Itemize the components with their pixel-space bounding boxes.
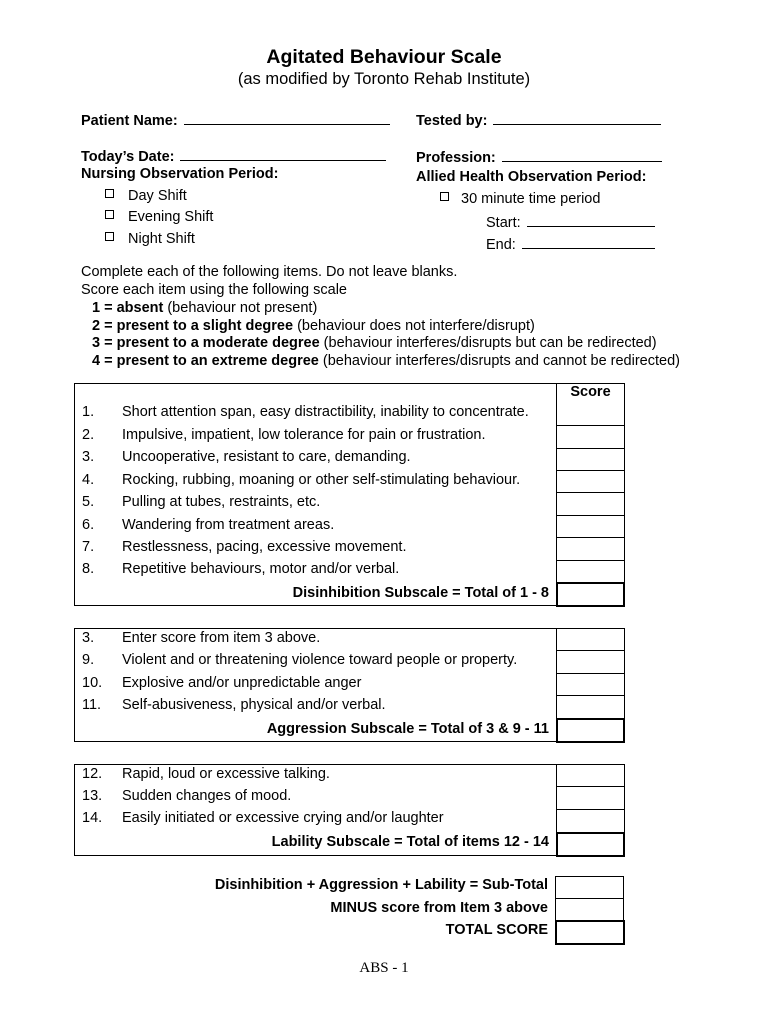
subtotal-cell[interactable]	[555, 876, 624, 899]
start-line[interactable]	[527, 212, 655, 227]
score-cell-11[interactable]	[557, 695, 624, 718]
page-footer: ABS - 1	[359, 960, 409, 976]
scale-item-3: 3 = present to a moderate degree (behaviour interferes/disrupts but can be redirected)	[92, 335, 657, 351]
instruction-line-2: Score each item using the following scale	[81, 282, 347, 298]
allied-period-heading: Allied Health Observation Period:	[416, 169, 647, 185]
total-score-label: TOTAL SCORE	[445, 922, 548, 938]
score-cell-10[interactable]	[557, 673, 624, 696]
score-cell-3-repeat[interactable]	[556, 629, 624, 650]
aggression-total-cell[interactable]	[556, 718, 625, 743]
score-cell-2[interactable]	[557, 425, 624, 448]
todays-date-label: Today’s Date:	[81, 149, 175, 165]
checkbox-icon[interactable]	[440, 192, 449, 201]
profession-line[interactable]	[502, 147, 662, 162]
end-field: End:	[486, 234, 655, 253]
nursing-period-heading: Nursing Observation Period:	[81, 166, 279, 182]
tested-by-label: Tested by:	[416, 113, 488, 129]
scale-item-1: 1 = absent (behaviour not present)	[92, 300, 318, 316]
shift-option-day[interactable]: Day Shift	[105, 188, 187, 204]
patient-name-field	[81, 110, 390, 129]
page-subtitle: (as modified by Toronto Rehab Institute)	[237, 70, 531, 88]
scale-item-2: 2 = present to a slight degree (behaviour does not interfere/disrupt)	[92, 318, 535, 334]
score-cell-8[interactable]	[557, 560, 624, 583]
checkbox-icon[interactable]	[105, 210, 114, 219]
tested-by-field	[416, 110, 661, 129]
subtotal-label: Disinhibition + Aggression + Lability = Sub-Total	[214, 877, 548, 893]
score-column	[556, 384, 624, 584]
score-cell-4[interactable]	[557, 470, 624, 493]
score-cell-12[interactable]	[556, 765, 624, 786]
todays-date-line[interactable]	[180, 146, 386, 161]
patient-name-line[interactable]	[184, 110, 390, 125]
score-cell-5[interactable]	[557, 492, 624, 515]
patient-name-label: Patient Name:	[81, 113, 178, 129]
profession-label: Profession:	[416, 150, 496, 166]
minus-label: MINUS score from Item 3 above	[330, 900, 548, 916]
score-cell-3[interactable]	[557, 448, 624, 471]
page-title: Agitated Behaviour Scale	[266, 46, 502, 68]
disinhibition-total-label: Disinhibition Subscale = Total of 1 - 8	[292, 585, 549, 601]
todays-date-field	[81, 146, 386, 165]
allied-option[interactable]: 30 minute time period	[440, 191, 600, 207]
lability-total-label: Lability Subscale = Total of items 12 - 14	[271, 834, 549, 850]
end-line[interactable]	[522, 234, 655, 249]
aggression-total-label: Aggression Subscale = Total of 3 & 9 - 11	[266, 721, 549, 737]
checkbox-icon[interactable]	[105, 232, 114, 241]
disinhibition-total-cell[interactable]	[556, 582, 625, 607]
score-cell-9[interactable]	[557, 650, 624, 673]
profession-field	[416, 147, 662, 166]
score-header: Score	[570, 384, 611, 400]
instruction-line-1: Complete each of the following items. Do not leave blanks.	[81, 264, 458, 280]
lability-section: 12. Rapid, loud or excessive talking. 13. Sudden changes of mood. 14. Easily initiated or excessive crying and/or laughter Lability Subscale = Total of items 12 - 14	[74, 764, 625, 856]
scale-item-4: 4 = present to an extreme degree (behaviour interferes/disrupts and cannot be redirected)	[92, 353, 680, 369]
start-field: Start:	[486, 212, 655, 231]
lability-total-cell[interactable]	[556, 832, 625, 857]
score-cell-6[interactable]	[557, 515, 624, 538]
shift-option-night[interactable]: Night Shift	[105, 231, 195, 247]
total-score-cell[interactable]	[555, 920, 625, 945]
shift-option-evening[interactable]: Evening Shift	[105, 209, 213, 225]
aggression-section: 3. Enter score from item 3 above. 9. Violent and or threatening violence toward people or property. 10. Explosive and/or unpredictable anger 11. Self-abusiveness, physical and/or verbal. Aggression Subscale = Total of 3 & 9 - 11	[74, 628, 625, 742]
score-cell-7[interactable]	[557, 537, 624, 560]
tested-by-line[interactable]	[493, 110, 661, 125]
disinhibition-section: Score 1. Short attention span, easy distractibility, inability to concentrate. 2. Impulsive, impatient, low tolerance for pain or frustration. 3. Uncooperative, resistant to care, demanding. 4. Rocking, rubbing, moaning or other self-stimulating behaviour. 5. Pulling at tubes, restraints, etc. 6. Wandering from treatment areas. 7. Restlessness, pacing, excessive movement. 8. Repetitive behaviours, motor and/or verbal. Disinhibition Subscale = Total of 1 - 8	[74, 383, 625, 606]
score-cell-13[interactable]	[557, 786, 624, 809]
score-cell-14[interactable]	[557, 809, 624, 832]
checkbox-icon[interactable]	[105, 189, 114, 198]
minus-cell[interactable]	[555, 898, 624, 921]
